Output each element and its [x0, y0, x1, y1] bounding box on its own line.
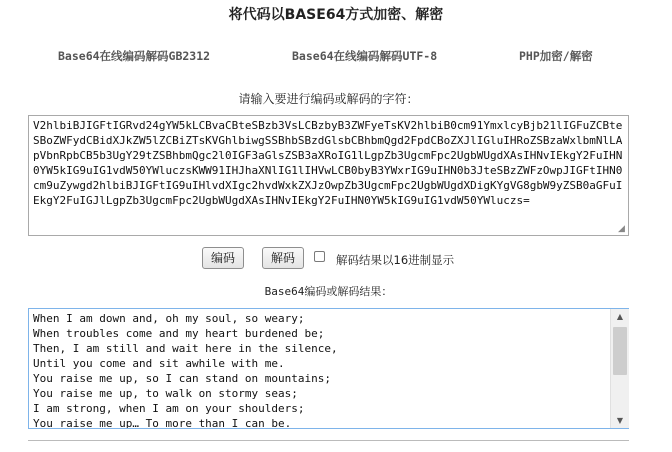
scroll-up-arrow-icon[interactable]: ▲: [611, 309, 629, 324]
scroll-down-arrow-icon[interactable]: ▼: [611, 413, 629, 428]
nav-link-php[interactable]: PHP加密/解密: [519, 49, 593, 63]
nav-link-utf8[interactable]: Base64在线编码解码UTF-8: [292, 49, 438, 63]
resize-grip-icon[interactable]: ◢: [618, 224, 625, 234]
output-scrollbar[interactable]: [610, 309, 629, 428]
input-prompt-label: 请输入要进行编码或解码的字符：: [238, 92, 419, 106]
hex-display-checkbox[interactable]: [314, 251, 325, 262]
divider: [28, 440, 629, 441]
output-label: Base64编码或解码结果：: [264, 285, 393, 298]
input-textarea[interactable]: [28, 115, 629, 236]
scrollbar-thumb[interactable]: [613, 327, 627, 375]
output-textarea[interactable]: [28, 308, 629, 429]
decode-button[interactable]: 解码: [262, 247, 304, 269]
nav-link-gb2312[interactable]: Base64在线编码解码GB2312: [58, 49, 211, 63]
hex-display-label: 解码结果以16进制显示: [336, 253, 455, 267]
page-title: 将代码以BASE64方式加密、解密: [228, 7, 444, 23]
encode-button[interactable]: 编码: [202, 247, 244, 269]
